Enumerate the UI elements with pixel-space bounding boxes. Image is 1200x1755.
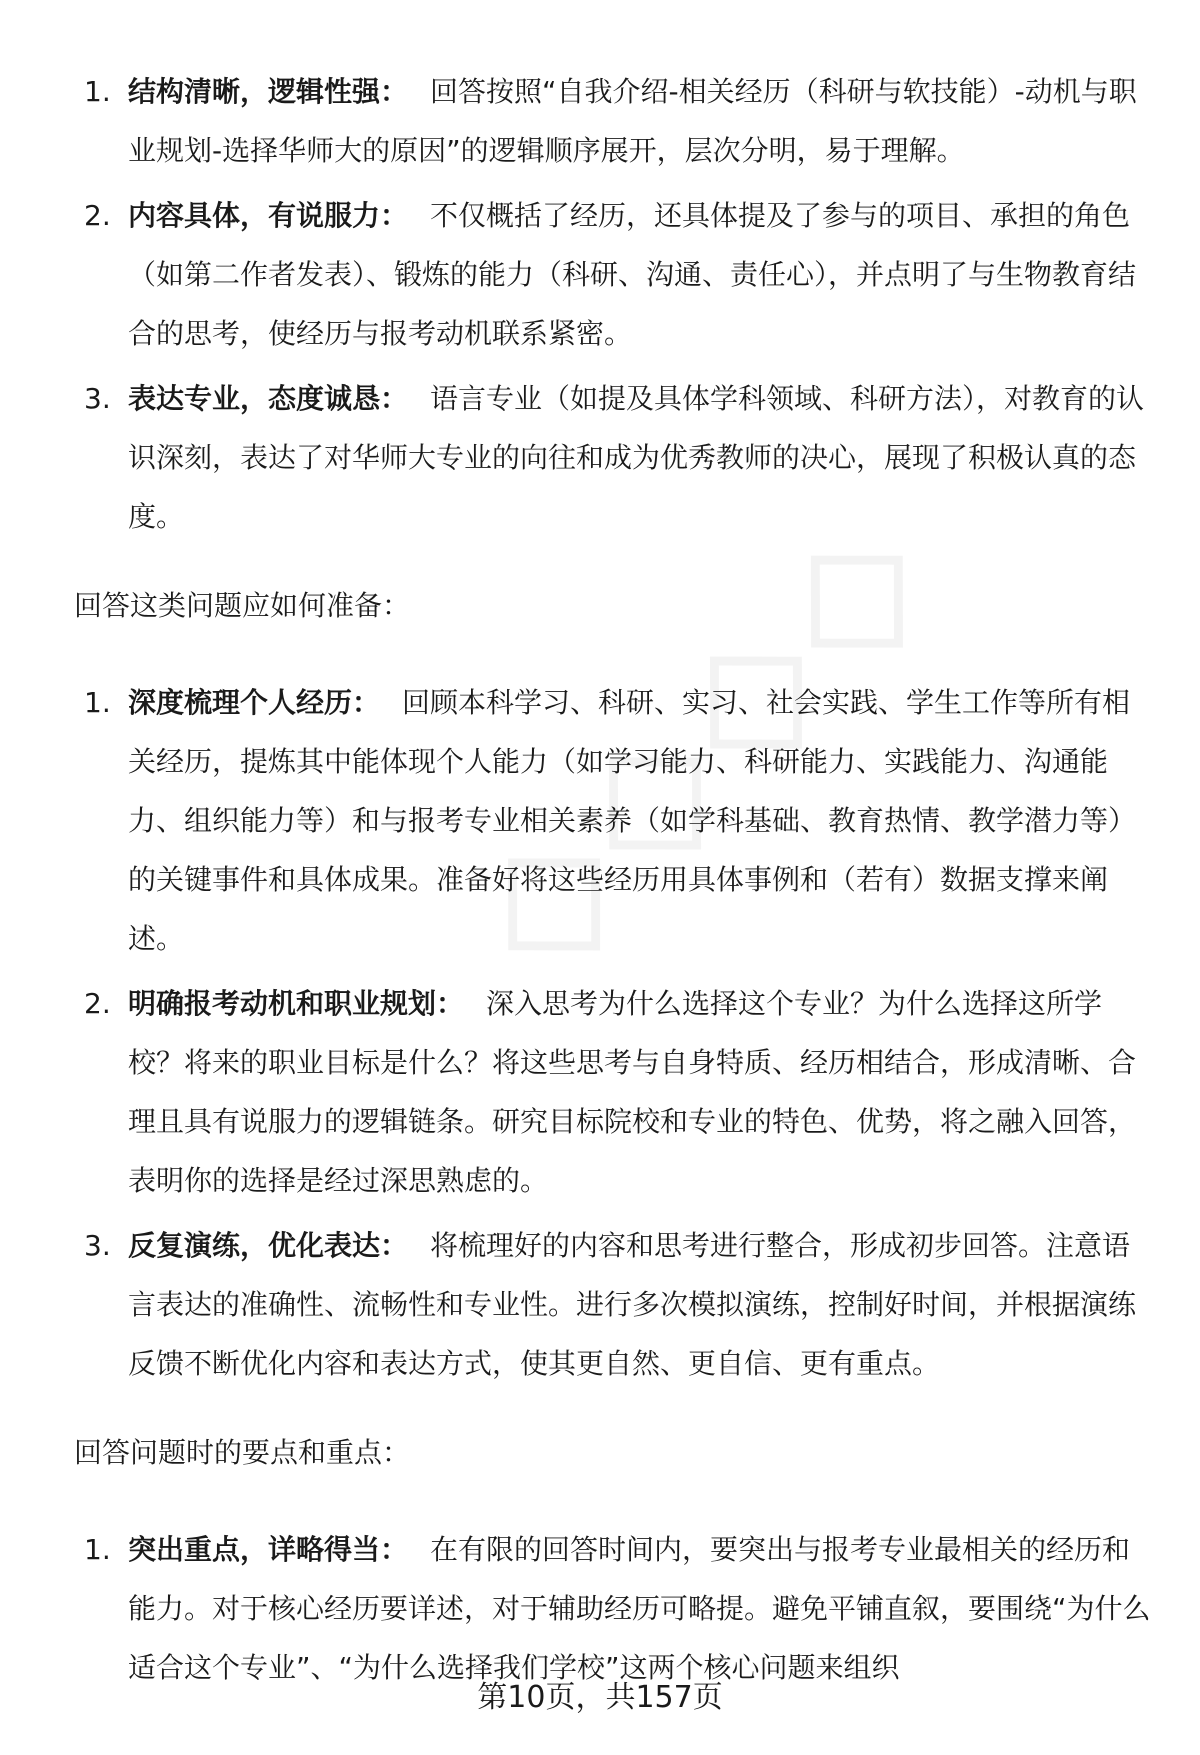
item-number: 1. bbox=[84, 75, 111, 108]
list-item bbox=[0, 974, 1200, 1210]
item-lead: 深度梳理个人经历： bbox=[128, 686, 381, 719]
preparation-list bbox=[0, 673, 1200, 1393]
item-number: 2. bbox=[84, 987, 111, 1020]
item-lead: 反复演练，优化表达： bbox=[128, 1229, 409, 1262]
item-number: 3. bbox=[84, 1229, 111, 1262]
item-text: 将梳理好的内容和思考进行整合，形成初步回答。注意语言表达的准确性、流畅性和专业性。进行多次模拟演练，控制好时间，并根据演练反馈不断优化内容和表达方式，使其更自然、更自信、更有重点。 bbox=[128, 1229, 1137, 1380]
list-item bbox=[0, 186, 1200, 363]
item-lead: 内容具体，有说服力： bbox=[128, 199, 409, 232]
item-lead: 明确报考动机和职业规划： bbox=[128, 987, 465, 1020]
list-item bbox=[0, 673, 1200, 968]
evaluation-list bbox=[0, 62, 1200, 546]
item-lead: 突出重点，详略得当： bbox=[128, 1533, 409, 1566]
item-number: 3. bbox=[84, 382, 111, 415]
item-text: 深入思考为什么选择这个专业？为什么选择这所学校？将来的职业目标是什么？将这些思考与自身特质、经历相结合，形成清晰、合理且具有说服力的逻辑链条。研究目标院校和专业的特色、优势，将之融入回答，表明你的选择是经过深思熟虑的。 bbox=[128, 987, 1137, 1197]
section-heading-preparation: 回答这类问题应如何准备： bbox=[74, 589, 411, 622]
item-text: 不仅概括了经历，还具体提及了参与的项目、承担的角色（如第二作者发表）、锻炼的能力（科研、沟通、责任心），并点明了与生物教育结合的思考，使经历与报考动机联系紧密。 bbox=[128, 199, 1137, 350]
item-text: 在有限的回答时间内，要突出与报考专业最相关的经历和能力。对于核心经历要详述，对于辅助经历可略提。避免平铺直叙，要围绕“为什么适合这个专业”、“为什么选择我们学校”这两个核心问题来组织 bbox=[128, 1533, 1151, 1684]
page-content bbox=[0, 62, 1200, 1703]
list-item bbox=[0, 369, 1200, 546]
item-text: 回顾本科学习、科研、实习、社会实践、学生工作等所有相关经历，提炼其中能体现个人能力（如学习能力、科研能力、实践能力、沟通能力、组织能力等）和与报考专业相关素养（如学科基础、教育热情、教学潜力等）的关键事件和具体成果。准备好将这些经历用具体事例和（若有）数据支撑来阐述。 bbox=[128, 686, 1137, 955]
item-lead: 表达专业，态度诚恳： bbox=[128, 382, 409, 415]
list-item bbox=[0, 62, 1200, 180]
item-number: 1. bbox=[84, 686, 111, 719]
item-text: 回答按照“自我介绍-相关经历（科研与软技能）-动机与职业规划-选择华师大的原因”的逻辑顺序展开，层次分明，易于理解。 bbox=[128, 75, 1137, 167]
item-number: 2. bbox=[84, 199, 111, 232]
list-item bbox=[0, 1216, 1200, 1393]
page-number-footer: 第10页，共157页 bbox=[477, 1680, 723, 1715]
section-heading-key-points: 回答问题时的要点和重点： bbox=[74, 1436, 411, 1469]
item-lead: 结构清晰，逻辑性强： bbox=[128, 75, 409, 108]
item-text: 语言专业（如提及具体学科领域、科研方法），对教育的认识深刻，表达了对华师大专业的向往和成为优秀教师的决心，展现了积极认真的态度。 bbox=[128, 382, 1145, 533]
item-number: 1. bbox=[84, 1533, 111, 1566]
